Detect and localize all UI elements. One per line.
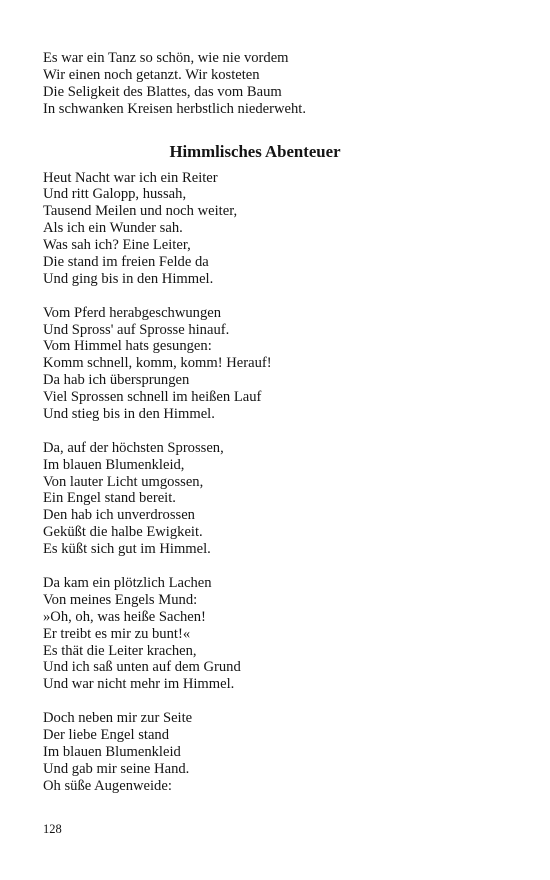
verse-line: Und stieg bis in den Himmel. [43, 406, 215, 423]
verse-line: Da hab ich übersprungen [43, 372, 190, 389]
verse-line: Es war ein Tanz so schön, wie nie vordem [43, 50, 289, 66]
page-number: 128 [43, 822, 62, 836]
verse-line: Als ich ein Wunder sah. [43, 220, 183, 237]
verse-line: Viel Sprossen schnell im heißen Lauf [43, 389, 262, 406]
verse-line: Da, auf der höchsten Sprossen, [43, 439, 224, 456]
verse-line: Den hab ich unverdrossen [43, 507, 195, 524]
verse-line: Der liebe Engel stand [43, 726, 170, 743]
stanza-5 [43, 710, 513, 794]
verse-line: Wir einen noch getanzt. Wir kosteten [43, 66, 260, 83]
verse-line: Es thät die Leiter krachen, [43, 642, 197, 659]
verse-line: Und gab mir seine Hand. [43, 760, 190, 777]
verse-line: Und war nicht mehr im Himmel. [43, 676, 235, 693]
opening-stanza [43, 50, 513, 118]
verse-line: Da kam ein plötzlich Lachen [43, 574, 212, 591]
poem-title: Himmlisches Abenteuer [169, 141, 341, 161]
verse-line: Vom Pferd herabgeschwungen [43, 304, 222, 321]
verse-line: Was sah ich? Eine Leiter, [43, 237, 191, 254]
verse-line: Und ich saß unten auf dem Grund [43, 659, 241, 676]
stanza-1 [43, 170, 513, 288]
verse-line: Er treibt es mir zu bunt!« [43, 625, 191, 642]
verse-line: Von meines Engels Mund: [43, 591, 198, 608]
verse-line: Ein Engel stand bereit. [43, 490, 176, 507]
verse-line: Die Seligkeit des Blattes, das vom Baum [43, 83, 282, 100]
verse-line: Es küßt sich gut im Himmel. [43, 541, 211, 558]
verse-line: Heut Nacht war ich ein Reiter [43, 169, 218, 186]
verse-line: Und ging bis in den Himmel. [43, 270, 214, 287]
verse-line: Die stand im freien Felde da [43, 254, 209, 271]
verse-line: In schwanken Kreisen herbstlich niederweht. [43, 100, 307, 117]
verse-line: Vom Himmel hats gesungen: [43, 338, 212, 355]
verse-line: Im blauen Blumenkleid [43, 743, 181, 760]
verse-line: Und ritt Galopp, hussah, [43, 186, 187, 203]
verse-line: Von lauter Licht umgossen, [43, 473, 204, 490]
stanza-2 [43, 305, 513, 423]
stanza-3 [43, 440, 513, 558]
book-page [43, 50, 513, 795]
verse-line: »Oh, oh, was heiße Sachen! [43, 608, 206, 625]
stanza-4 [43, 575, 513, 693]
verse-line: Tausend Meilen und noch weiter, [43, 203, 238, 220]
verse-line: Oh süße Augenweide: [43, 777, 172, 794]
verse-line: Komm schnell, komm, komm! Herauf! [43, 355, 272, 372]
verse-line: Doch neben mir zur Seite [43, 710, 193, 727]
verse-line: Und Spross' auf Sprosse hinauf. [43, 321, 230, 338]
verse-line: Im blauen Blumenkleid, [43, 456, 185, 473]
verse-line: Geküßt die halbe Ewigkeit. [43, 524, 203, 541]
